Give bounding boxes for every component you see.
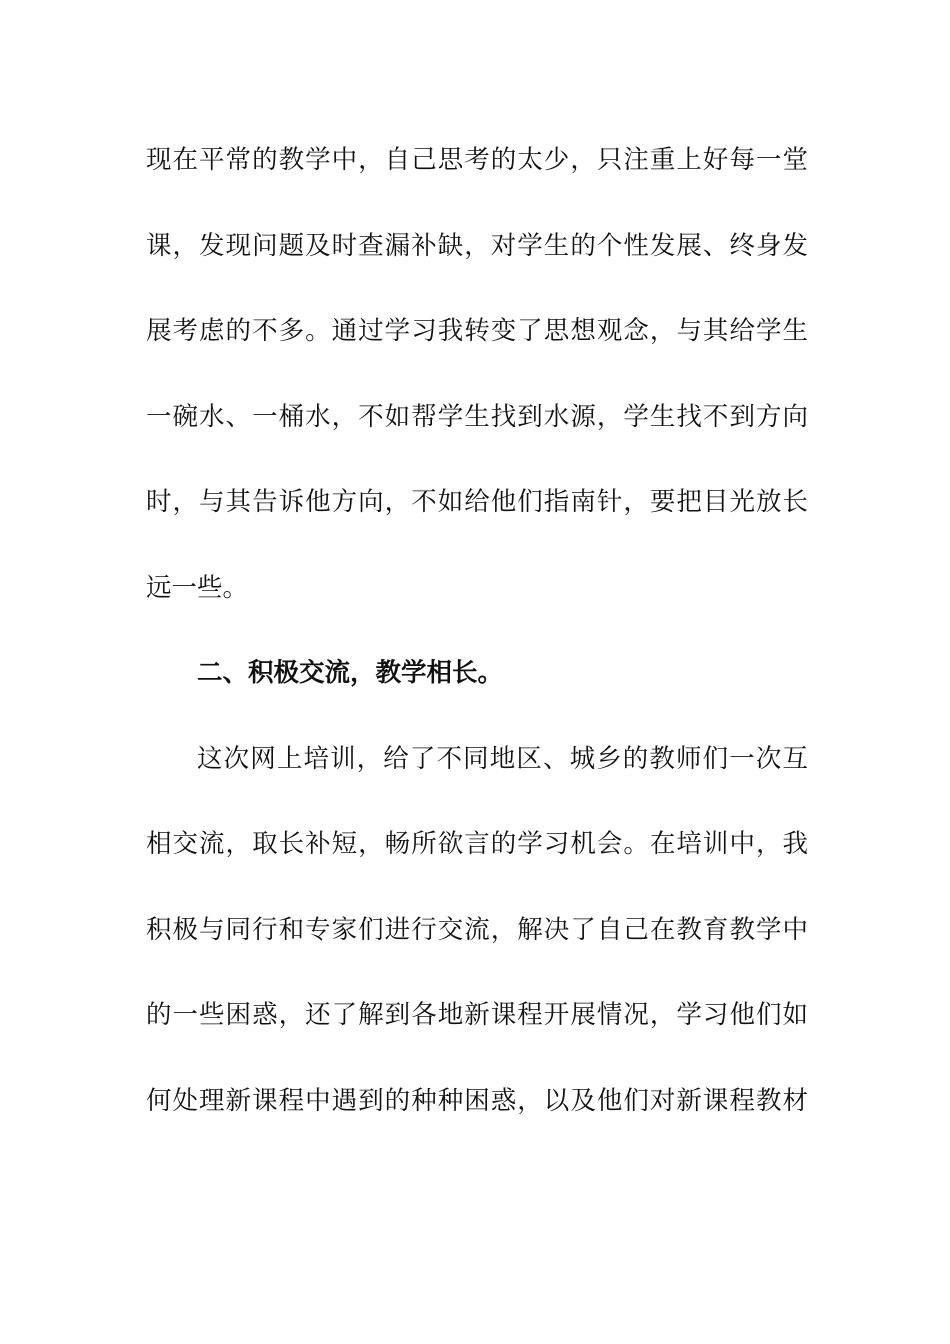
paragraph-line: 时，与其告诉他方向，不如给他们指南针，要把目光放长 [146,487,808,517]
paragraph-line: 展考虑的不多。通过学习我转变了思想观念，与其给学生 [146,316,808,346]
paragraph-line: 积极与同行和专家们进行交流，解决了自己在教育教学中 [146,915,808,945]
paragraph-line: 的一些困惑，还了解到各地新课程开展情况，学习他们如 [146,1000,808,1030]
paragraph-line: 课，发现问题及时查漏补缺，对学生的个性发展、终身发 [146,231,808,261]
paragraph-line: 这次网上培训，给了不同地区、城乡的教师们一次互 [197,744,808,774]
paragraph-line: 现在平常的教学中，自己思考的太少，只注重上好每一堂 [146,145,808,175]
paragraph-line: 一碗水、一桶水，不如帮学生找到水源，学生找不到方向 [146,402,808,432]
paragraph-line: 相交流，取长补短，畅所欲言的学习机会。在培训中，我 [146,829,808,859]
paragraph-line: 远一些。 [146,573,249,603]
section-heading: 二、积极交流，教学相长。 [197,658,504,688]
paragraph-line: 何处理新课程中遇到的种种困惑，以及他们对新课程教材 [146,1086,808,1116]
